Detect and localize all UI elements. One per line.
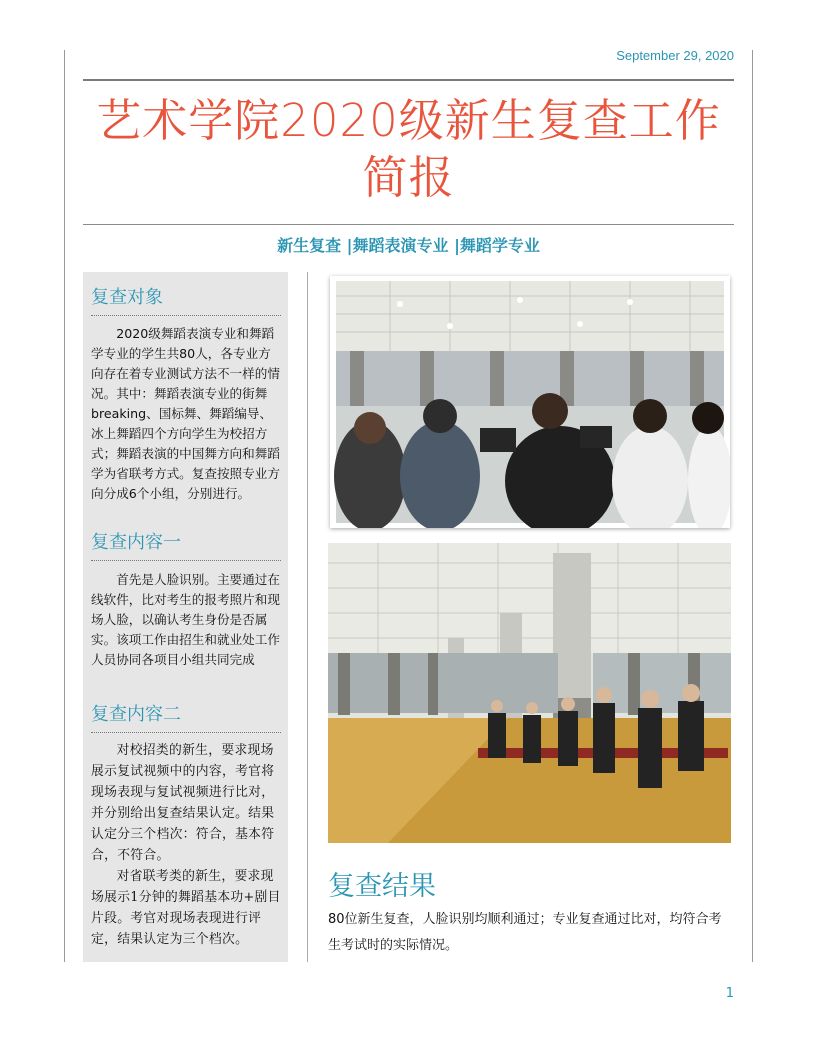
page-title [83,92,734,206]
section-heading-content-1: 复查内容一 [91,528,281,561]
title-line-2: 简报 [362,151,455,204]
right-margin-line [752,50,753,962]
result-heading: 复查结果 [328,871,436,902]
section-paragraph: 对省联考类的新生，要求现场展示1分钟的舞蹈基本功+剧目片段。考官对现场表现进行评定，结果认定为三个档次。 [91,869,281,947]
left-margin-line [64,50,65,962]
title-rule [83,224,734,225]
photo-examiners [330,276,730,528]
page-number: 1 [725,986,734,1001]
section-paragraph: 对校招类的新生，要求现场展示复试视频中的内容，考官将现场表现与复试视频进行比对，并分别给出复查结果认定。结果认定分三个档次：符合，基本符合，不符合。 [91,743,275,863]
photo-students-waiting [328,543,731,843]
subtitle: 新生复查 |舞蹈表演专业 |舞蹈学专业 [277,236,540,255]
column-divider [307,272,308,962]
section-body-content-1 [91,570,281,670]
section-heading-target: 复查对象 [91,283,281,316]
section-paragraph: 首先是人脸识别。主要通过在线软件，比对考生的报考照片和现场人脸，以确认考生身份是否属实。该项工作由招生和就业处工作人员协同各项目小组共同完成 [91,572,280,667]
section-body-target [91,324,281,504]
result-body: 80位新生复查，人脸识别均顺利通过；专业复查通过比对，均符合考生考试时的实际情况。 [328,912,722,953]
date-label: September 29, 2020 [616,48,734,63]
title-line-1: 艺术学院2020级新生复查工作 [96,94,721,147]
section-body-content-2 [91,740,281,950]
section-paragraph: 2020级舞蹈表演专业和舞蹈学专业的学生共80人，各专业方向存在着专业测试方法不一样的情况。其中：舞蹈表演专业的街舞breaking、国标舞、舞蹈编导、冰上舞蹈四个方向学生为校招方式；舞蹈表演的中国舞方向和舞蹈学为省联考方式。复查按照专业方向分成6个小组，分别进行。 [91,326,280,501]
top-rule [83,79,734,81]
section-heading-content-2: 复查内容二 [91,700,281,733]
